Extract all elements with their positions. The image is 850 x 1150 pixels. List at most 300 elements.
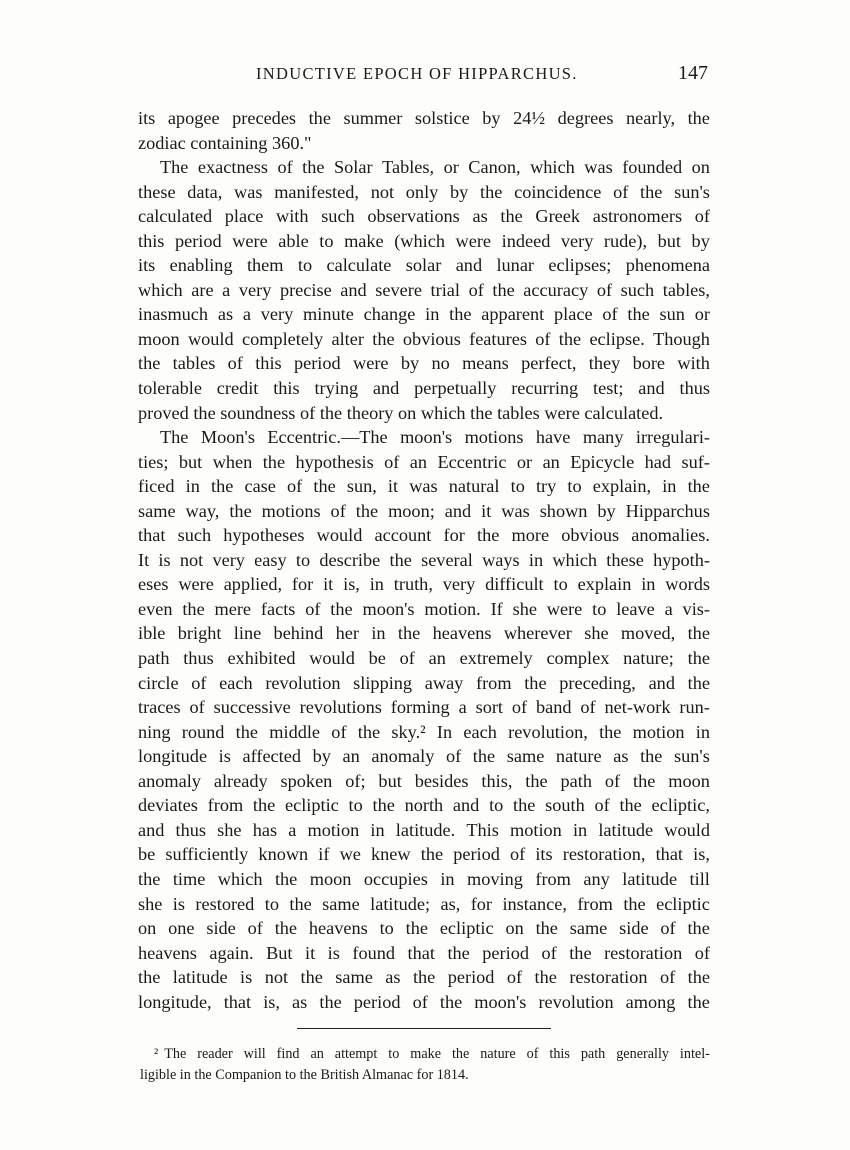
word: nature;	[623, 648, 674, 669]
word: revolution,	[508, 721, 588, 742]
word: moon	[309, 868, 352, 889]
word: the	[193, 402, 216, 423]
word: such	[620, 279, 655, 300]
word: it	[323, 574, 334, 595]
word: period	[482, 942, 529, 963]
word: the	[687, 476, 710, 497]
text-line	[138, 106, 710, 131]
word: the	[439, 991, 463, 1012]
word: Greek	[535, 206, 581, 227]
word: that	[655, 844, 684, 865]
word: Tables,	[382, 157, 435, 178]
word: not	[179, 549, 204, 570]
word: Canon,	[468, 157, 521, 178]
running-head	[138, 62, 710, 88]
word: or	[694, 304, 710, 325]
word: the	[372, 795, 395, 816]
word: moon;	[388, 500, 435, 521]
word: bore	[632, 353, 666, 374]
word: difficult	[485, 574, 544, 595]
word: on	[691, 157, 710, 178]
word: when	[212, 451, 253, 472]
word: each	[463, 721, 497, 742]
word: forming	[390, 697, 450, 718]
word: period	[174, 230, 222, 251]
word: ecliptic	[656, 893, 710, 914]
word: 24½	[513, 108, 546, 128]
word: the	[687, 672, 710, 693]
word: the	[330, 598, 353, 619]
text-line	[138, 744, 710, 769]
word: has	[252, 819, 278, 840]
word: the	[355, 500, 379, 521]
word: longitude,	[138, 991, 212, 1012]
word: the	[619, 795, 642, 816]
word: is	[172, 893, 185, 914]
word: motions	[464, 427, 524, 448]
word: Though	[653, 328, 710, 349]
text-line	[138, 229, 710, 254]
text-line	[138, 990, 710, 1015]
word: the	[389, 549, 412, 570]
word: an	[342, 746, 360, 767]
word: by	[482, 108, 501, 128]
text-line	[138, 302, 710, 327]
word: nature	[480, 1046, 516, 1062]
text-line	[138, 253, 710, 278]
word: rude),	[603, 230, 648, 251]
word: to	[567, 476, 582, 497]
word: the	[480, 181, 503, 202]
word: the	[623, 893, 646, 914]
word: credit	[216, 378, 259, 399]
word: the	[319, 991, 342, 1012]
word: sky.²	[391, 721, 426, 742]
word: ties;	[138, 451, 169, 472]
word: the	[492, 279, 515, 300]
word: as	[385, 967, 401, 988]
word: account	[374, 525, 432, 546]
word: anomaly	[371, 746, 435, 767]
word: were	[546, 598, 583, 619]
word: longitude	[138, 746, 208, 767]
word: the	[235, 721, 259, 742]
word: moved,	[620, 623, 676, 644]
word: deviates	[138, 795, 198, 816]
word: ning	[138, 721, 171, 742]
word: the	[252, 795, 276, 816]
text-line	[138, 720, 710, 745]
text-line	[138, 204, 710, 229]
word: extremely	[459, 648, 533, 669]
word: sun	[659, 304, 685, 325]
word: the	[229, 500, 252, 521]
word: in	[440, 868, 455, 889]
word: mere	[214, 598, 252, 619]
word: period	[353, 991, 401, 1012]
text-line	[138, 499, 710, 524]
word: sun's	[674, 746, 710, 767]
word: in	[370, 819, 385, 840]
word: truth,	[393, 574, 433, 595]
word: The	[164, 1046, 187, 1062]
word: is	[158, 549, 171, 570]
word: besides	[414, 770, 469, 791]
text-line	[138, 180, 710, 205]
word: the	[477, 525, 500, 546]
word: it	[387, 476, 399, 497]
word: containing	[190, 132, 268, 153]
word: eclipse.	[589, 328, 645, 349]
word: or	[516, 451, 533, 472]
word: latitude	[172, 967, 228, 988]
word: these	[606, 549, 644, 570]
word: these	[138, 181, 176, 202]
word: slipping	[353, 672, 413, 693]
text-line	[138, 842, 710, 867]
word: of	[300, 402, 316, 423]
word: complex	[546, 648, 610, 669]
word: occupies	[363, 868, 428, 889]
word: had	[644, 451, 672, 472]
body-text	[138, 106, 710, 1014]
footnote	[140, 1044, 710, 1085]
word: were	[353, 353, 389, 374]
word: very	[260, 304, 294, 325]
word: its	[535, 844, 553, 865]
word: the	[397, 623, 421, 644]
word: calculate	[326, 255, 392, 276]
word: a	[222, 279, 231, 300]
text-line	[138, 867, 710, 892]
word: band	[535, 697, 572, 718]
word: same	[506, 746, 545, 767]
word: of	[511, 697, 528, 718]
word: she	[138, 893, 163, 914]
word: and	[372, 378, 400, 399]
word: of	[694, 942, 710, 963]
word: the	[274, 868, 298, 889]
word: obvious	[561, 525, 620, 546]
text-line	[138, 450, 710, 475]
word: as	[472, 206, 488, 227]
word: proved	[138, 402, 189, 423]
word: the	[302, 157, 325, 178]
word: attempt	[334, 1046, 378, 1062]
word: that	[223, 991, 252, 1012]
word: anomalies.	[631, 525, 710, 546]
word: in	[641, 574, 656, 595]
word: of;	[345, 770, 366, 791]
word: to	[379, 918, 394, 939]
word: revolution	[265, 672, 341, 693]
text-line	[138, 941, 710, 966]
word: thus	[183, 648, 214, 669]
word: by	[450, 181, 469, 202]
text-line	[138, 892, 710, 917]
word: perfect,	[521, 353, 577, 374]
word: make	[410, 1046, 442, 1062]
word: of	[305, 598, 321, 619]
word: restoration	[569, 967, 648, 988]
word: of	[189, 697, 205, 718]
word: known	[258, 844, 309, 865]
word: the	[138, 967, 161, 988]
word: but	[178, 451, 203, 472]
word: an	[310, 1046, 324, 1062]
word: preceding,	[559, 672, 636, 693]
footnote-line: ligible in the Companion to the British Almanac for 1814.	[140, 1066, 469, 1083]
text-line	[138, 965, 710, 990]
footnote-rule	[297, 1028, 551, 1029]
word: would	[187, 328, 234, 349]
word: of	[412, 991, 428, 1012]
word: precedes	[232, 108, 297, 128]
word: applied,	[223, 574, 283, 595]
word: and	[444, 500, 472, 521]
word: anomaly	[138, 770, 201, 791]
word: this,	[481, 770, 513, 791]
word: but	[657, 230, 681, 251]
word: in	[185, 476, 200, 497]
word: tables	[497, 402, 540, 423]
word: a	[288, 819, 297, 840]
word: is,	[693, 844, 710, 865]
word: sufficiently	[165, 844, 249, 865]
word: found	[352, 942, 396, 963]
word: they	[588, 353, 621, 374]
word: place	[554, 304, 593, 325]
word: Solar	[333, 157, 373, 178]
word: bright	[177, 623, 222, 644]
word: be	[368, 648, 386, 669]
word: same	[138, 500, 176, 521]
word: the	[357, 721, 381, 742]
word: if	[318, 844, 330, 865]
word: round	[181, 721, 225, 742]
word: leave	[616, 598, 655, 619]
word: and	[648, 672, 675, 693]
word: the	[470, 402, 493, 423]
word: spoken	[280, 770, 333, 791]
word: which	[420, 402, 466, 423]
word: ible	[138, 623, 166, 644]
word: only	[405, 181, 439, 202]
word: on	[505, 918, 524, 939]
word: on	[398, 402, 417, 423]
word: ways	[482, 549, 520, 570]
word: of	[580, 697, 596, 718]
word: that	[407, 942, 435, 963]
word: ecliptic	[439, 918, 494, 939]
word: as	[217, 304, 234, 325]
word: ecliptic,	[651, 795, 710, 816]
word: sort	[475, 697, 503, 718]
word: calculated	[138, 206, 213, 227]
word: of	[510, 844, 526, 865]
word: was	[501, 500, 530, 521]
word: any	[583, 868, 610, 889]
word: latitude	[622, 868, 678, 889]
word: calculated.	[584, 402, 664, 423]
word: the	[687, 967, 710, 988]
word: and	[638, 378, 665, 399]
word: phenomena	[625, 255, 710, 276]
word: an	[409, 451, 428, 472]
word: the	[274, 918, 298, 939]
word: such	[321, 206, 355, 227]
word: the	[687, 623, 710, 644]
word: and	[340, 279, 367, 300]
word: sun's	[674, 181, 710, 202]
word: the	[687, 108, 710, 128]
word: for	[470, 893, 493, 914]
word: tolerable	[138, 378, 202, 399]
word: hypoth-	[653, 549, 710, 570]
word: is,	[343, 574, 360, 595]
word: be	[138, 844, 156, 865]
word: no	[431, 353, 450, 374]
word: by	[597, 500, 616, 521]
word: describe	[319, 549, 381, 570]
word: motions	[261, 500, 321, 521]
word: of	[468, 279, 484, 300]
word: soundness	[220, 402, 296, 423]
word: perpetually	[414, 378, 497, 399]
text-line	[138, 155, 710, 180]
word: net-work	[604, 697, 671, 718]
text-line	[138, 376, 710, 401]
word: to	[388, 1046, 400, 1062]
word: accuracy	[523, 279, 589, 300]
word: in	[662, 476, 677, 497]
word: motion.	[424, 598, 481, 619]
word: with	[276, 206, 309, 227]
word: will	[243, 1046, 266, 1062]
word: latitude	[598, 819, 654, 840]
word: completely	[241, 328, 324, 349]
word: south	[545, 795, 585, 816]
word: intel-	[679, 1046, 710, 1062]
word: But	[266, 942, 293, 963]
word: for	[443, 525, 465, 546]
word: same	[322, 893, 360, 914]
word: were	[232, 230, 268, 251]
word: trying	[314, 378, 359, 399]
word: features	[469, 328, 527, 349]
word: 360."	[272, 132, 312, 153]
word: a	[242, 304, 251, 325]
word: to	[348, 795, 363, 816]
word: apparent	[481, 304, 545, 325]
word: in	[371, 623, 386, 644]
word: thus	[679, 378, 710, 399]
word: from	[476, 672, 512, 693]
word: the	[182, 598, 205, 619]
word: means	[462, 353, 509, 374]
word: coincidence	[514, 181, 602, 202]
text-line	[138, 523, 710, 548]
word: motion	[510, 819, 562, 840]
word: in	[425, 304, 440, 325]
text-line	[138, 131, 710, 156]
word: the	[372, 328, 395, 349]
word: even	[138, 598, 173, 619]
word: by	[312, 746, 331, 767]
word: of	[541, 942, 557, 963]
text-line	[138, 351, 710, 376]
word: the	[289, 893, 312, 914]
text-line	[138, 695, 710, 720]
word: period	[453, 844, 500, 865]
word: easy	[254, 549, 287, 570]
word: of	[613, 181, 629, 202]
word: the	[300, 967, 323, 988]
word: a	[458, 697, 467, 718]
word: able	[278, 230, 309, 251]
word: test;	[593, 378, 624, 399]
word: each	[219, 672, 253, 693]
text-line	[138, 548, 710, 573]
word: the	[640, 746, 663, 767]
word: way,	[185, 500, 220, 521]
word: path	[560, 770, 592, 791]
word: to	[553, 574, 568, 595]
word: The	[160, 427, 189, 448]
word: moon's	[362, 598, 415, 619]
running-title: INDUCTIVE EPOCH OF HIPPARCHUS.	[256, 64, 578, 83]
word: generally	[616, 1046, 669, 1062]
word: were	[455, 230, 492, 251]
word: them	[246, 255, 284, 276]
word: Moon's	[200, 427, 255, 448]
word: If	[490, 598, 503, 619]
word: degrees	[557, 108, 614, 128]
word: in	[695, 721, 710, 742]
word: of	[331, 721, 347, 742]
text-line	[138, 769, 710, 794]
word: the	[405, 918, 428, 939]
word: would	[309, 648, 355, 669]
word: indeed	[501, 230, 551, 251]
word: line	[233, 623, 262, 644]
word: many	[582, 427, 624, 448]
word: it	[304, 942, 316, 963]
word: and	[452, 795, 480, 816]
word: motion	[307, 819, 360, 840]
word: the	[525, 770, 548, 791]
word: in	[572, 819, 588, 840]
word: this	[255, 353, 282, 374]
word: of	[330, 500, 346, 521]
word: of	[594, 795, 610, 816]
word: moon	[138, 328, 180, 349]
word: that	[138, 525, 166, 546]
word: path	[138, 648, 170, 669]
word: this	[273, 378, 300, 399]
word: place	[224, 206, 264, 227]
word: the	[420, 844, 444, 865]
word: case	[244, 476, 276, 497]
word: sun,	[346, 476, 377, 497]
word: words	[665, 574, 710, 595]
word: was	[409, 476, 438, 497]
word: one	[168, 918, 195, 939]
word: the	[211, 476, 234, 497]
word: This	[466, 819, 499, 840]
word: time	[172, 868, 206, 889]
word: side	[206, 918, 236, 939]
